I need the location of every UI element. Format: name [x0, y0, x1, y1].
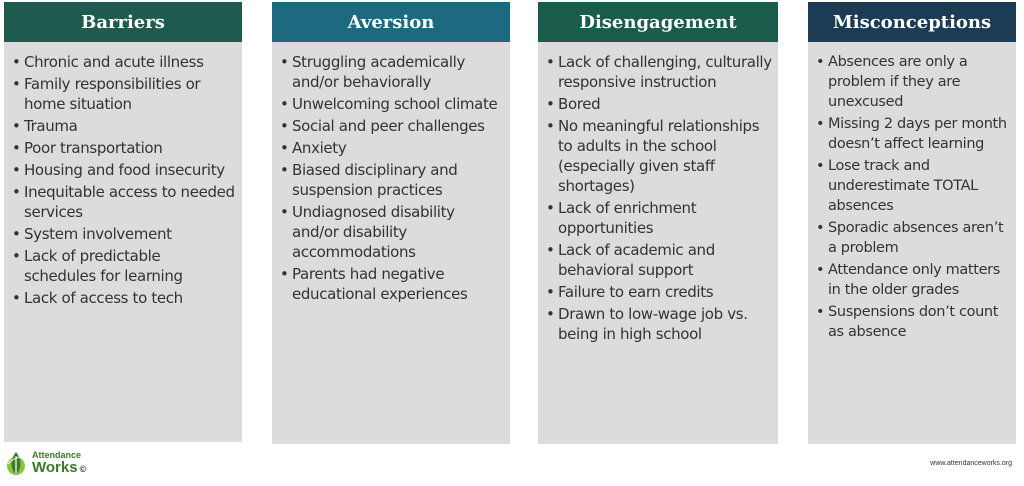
list-item-text: Unwelcoming school climate	[292, 95, 498, 113]
list-item-text: Lack of access to tech	[24, 289, 183, 307]
website-url: www.attendanceworks.org	[930, 460, 1012, 467]
bullet-icon: •	[816, 116, 825, 132]
list-item-text: Sporadic absences aren’t a problem	[828, 220, 1004, 256]
bullet-icon: •	[280, 117, 289, 135]
list-item-text: Suspensions don’t count as absence	[828, 304, 999, 340]
bullet-icon: •	[12, 225, 21, 243]
bullet-icon: •	[546, 283, 555, 301]
list-item	[816, 302, 1010, 342]
list-item-text: Drawn to low-wage job vs. being in high school	[558, 305, 748, 343]
list-item-text: No meaningful relationships to adults in the school (especially given staff shortages)	[558, 117, 760, 195]
item-list	[272, 42, 510, 304]
list-item-text: Family responsibilities or home situation	[24, 75, 201, 113]
column-title: Misconceptions	[808, 2, 1016, 42]
list-item-text: Chronic and acute illness	[24, 53, 204, 71]
list-item-text: Poor transportation	[24, 139, 163, 157]
bullet-icon: •	[12, 161, 21, 179]
list-item	[816, 156, 1010, 216]
list-item	[546, 94, 772, 114]
list-item-text: Housing and food insecurity	[24, 161, 225, 179]
list-item	[546, 52, 772, 92]
list-item	[12, 246, 236, 286]
list-item-text: Bored	[558, 95, 601, 113]
bullet-icon: •	[546, 199, 555, 217]
list-item-text: System involvement	[24, 225, 172, 243]
list-item-text: Missing 2 days per month doesn’t affect learning	[828, 116, 1007, 152]
list-item	[12, 182, 236, 222]
logo-line1: Attendance	[32, 449, 82, 460]
column-misconceptions	[808, 2, 1016, 444]
list-item	[546, 198, 772, 238]
list-item-text: Attendance only matters in the older grades	[828, 262, 1000, 298]
bullet-icon: •	[546, 95, 555, 113]
bullet-icon: •	[546, 117, 555, 135]
column-barriers	[4, 2, 242, 442]
leaf-logo-icon	[4, 448, 30, 478]
list-item-text: Undiagnosed disability and/or disability accommodations	[292, 203, 455, 261]
list-item	[280, 264, 504, 304]
bullet-icon: •	[546, 53, 555, 71]
list-item	[546, 304, 772, 344]
column-title: Disengagement	[538, 2, 778, 42]
list-item	[12, 224, 236, 244]
list-item-text: Lose track and underestimate TOTAL absences	[828, 158, 978, 214]
list-item	[12, 52, 236, 72]
list-item	[546, 282, 772, 302]
list-item-text: Struggling academically and/or behaviorally	[292, 53, 466, 91]
bullet-icon: •	[280, 53, 289, 71]
bullet-icon: •	[816, 54, 825, 70]
logo-line2: Works	[32, 458, 78, 476]
logo-text	[32, 451, 86, 476]
list-item	[546, 240, 772, 280]
list-item-text: Lack of academic and behavioral support	[558, 241, 715, 279]
column-aversion	[272, 2, 510, 444]
bullet-icon: •	[816, 304, 825, 320]
list-item-text: Absences are only a problem if they are unexcused	[828, 54, 968, 110]
bullet-icon: •	[546, 305, 555, 323]
list-item	[280, 160, 504, 200]
column-title: Aversion	[272, 2, 510, 42]
list-item-text: Inequitable access to needed services	[24, 183, 235, 221]
list-item	[546, 116, 772, 196]
bullet-icon: •	[12, 53, 21, 71]
list-item-text: Lack of enrichment opportunities	[558, 199, 697, 237]
list-item-text: Lack of predictable schedules for learning	[24, 247, 183, 285]
bullet-icon: •	[12, 139, 21, 157]
list-item	[280, 202, 504, 262]
list-item	[816, 218, 1010, 258]
item-list	[538, 42, 778, 344]
list-item	[280, 116, 504, 136]
bullet-icon: •	[12, 289, 21, 307]
attendance-works-logo	[4, 448, 86, 478]
bullet-icon: •	[816, 158, 825, 174]
column-disengagement	[538, 2, 778, 444]
list-item	[816, 260, 1010, 300]
bullet-icon: •	[280, 161, 289, 179]
list-item	[280, 94, 504, 114]
bullet-icon: •	[12, 183, 21, 201]
list-item	[12, 74, 236, 114]
list-item-text: Trauma	[24, 117, 78, 135]
list-item-text: Lack of challenging, culturally responsive instruction	[558, 53, 772, 91]
list-item	[12, 160, 236, 180]
bullet-icon: •	[280, 203, 289, 221]
list-item	[12, 288, 236, 308]
bullet-icon: •	[816, 262, 825, 278]
bullet-icon: •	[816, 220, 825, 236]
bullet-icon: •	[12, 117, 21, 135]
list-item	[816, 52, 1010, 112]
column-title: Barriers	[4, 2, 242, 42]
list-item	[280, 52, 504, 92]
list-item-text: Social and peer challenges	[292, 117, 485, 135]
list-item	[12, 116, 236, 136]
list-item	[12, 138, 236, 158]
bullet-icon: •	[280, 95, 289, 113]
bullet-icon: •	[12, 247, 21, 265]
bullet-icon: •	[546, 241, 555, 259]
bullet-icon: •	[280, 139, 289, 157]
list-item-text: Failure to earn credits	[558, 283, 714, 301]
bullet-icon: •	[12, 75, 21, 93]
list-item-text: Biased disciplinary and suspension practices	[292, 161, 458, 199]
item-list	[4, 42, 242, 308]
list-item	[280, 138, 504, 158]
item-list	[808, 42, 1016, 342]
bullet-icon: •	[280, 265, 289, 283]
list-item-text: Anxiety	[292, 139, 347, 157]
list-item-text: Parents had negative educational experiences	[292, 265, 468, 303]
copyright-symbol: ©	[79, 463, 87, 474]
list-item	[816, 114, 1010, 154]
